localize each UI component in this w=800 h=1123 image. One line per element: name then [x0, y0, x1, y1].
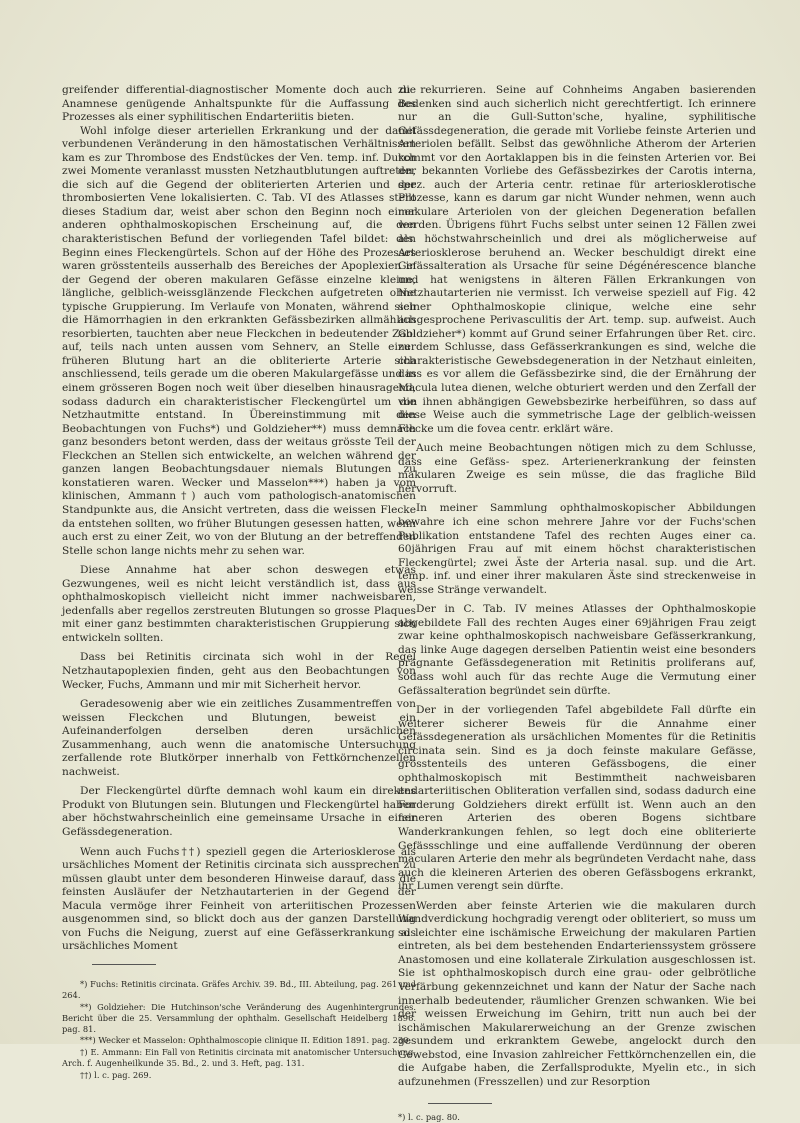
right-text-column — [398, 84, 756, 1123]
footnote-divider — [92, 964, 156, 965]
footnote: *) Fuchs: Retinitis circinata. Gräfes Archiv. 39. Bd., III. Abteilung, pag. 261 und 264. — [62, 978, 416, 1000]
paragraph: Der in C. Tab. IV meines Atlasses der Ophthalmoskopie abgebildete Fall des rechten Auges einer 69jährigen Frau zeigt zwar keine ophthalmoskopisch nachweisbare Gefässerkrankung, das linke Auge dagegen derselben Patientin weist eine besonders prägnante Gefässdegeneration mit Retinitis proliferans auf, sodass wohl auch für das rechte Auge die Vermutung einer Gefässalteration begründet sein dürfte. — [398, 603, 756, 697]
paragraph: Wohl infolge dieser arteriellen Erkrankung und der damit verbundenen Veränderung in den hämostatischen Verhältnissen kam es zur Thrombose des Endstückes der Ven. temp. inf. Durch zwei Momente veranlasst mussten Netzhautblutungen auftreten, die sich auf die Gegend der obliterierten Arterien und der thrombosierten Vene lokalisierten. C. Tab. VI des Atlasses stellt dieses Stadium dar, weist aber schon den Beginn noch einer anderen ophthalmoskopischen Erscheinung auf, die den charakteristischen Befund der vorliegenden Tafel bildet: den Beginn eines Fleckengürtels. Schon auf der Höhe des Prozesses waren grösstenteils ausserhalb des Bereiches der Apoplexien in der Gegend der oberen makularen Gefässe einzelne kleine, längliche, gelblich-weissglänzende Fleckchen aufgetreten ohne typische Gruppierung. Im Verlaufe von Monaten, während sich die Hämorrhagien in den erkrankten Gefässbezirken allmählich resorbierten, tauchten aber neue Fleckchen in bedeutender Zahl auf, teils nach unten aussen vom Sehnerv, an Stelle einer früheren Blutung hart an die obliterierte Arterie sich anschliessend, teils gerade um die oberen Makulargefässe und in einem grösseren Bogen noch weit über dieselben hinausragend, sodass dadurch ein charakteristischer Fleckengürtel um die Netzhautmitte entstand. In Übereinstimmung mit den Beobachtungen von Fuchs*) und Goldzieher**) muss demnach ganz besonders betont werden, dass der weitaus grösste Teil der Fleckchen an Stellen sich entwickelte, an welchen während der ganzen langen Beobachtungsdauer niemals Blutungen zu konstatieren waren. Wecker und Masselon***) haben ja vom klinischen, Ammann†) auch vom pathologisch-anatomischen Standpunkte aus, die Ansicht vertreten, dass die weissen Flecke da entstehen sollten, wo früher Blutungen gesessen hatten, wenn auch erst zu einer Zeit, wo von der Blutung an der betreffenden Stelle schon lange nichts mehr zu sehen war. — [62, 124, 416, 557]
paragraph: In meiner Sammlung ophthalmoskopischer Abbildungen bewahre ich eine schon mehrere Jahre vor der Fuchs'schen Publikation entstandene Tafel des rechten Auges einer ca. 60jährigen Frau auf mit einem höchst charakteristischen Fleckengürtel; zwei Äste der Arteria nasal. sup. und die Art. temp. inf. und einer ihrer makularen Äste sind streckenweise in weisse Stränge verwandelt. — [398, 502, 756, 596]
paragraph: zu rekurrieren. Seine auf Cohnheims Angaben basierenden Bedenken sind auch sicherlich nicht gerechtfertigt. Ich erinnere nur an die Gull-Sutton'sche, hyaline, syphilitische Gefässdegeneration, die gerade mit Vorliebe feinste Arterien und Arteriolen befällt. Selbst das gewöhnliche Atherom der Arterien kommt vor den Aortaklappen bis in die feinsten Arterien vor. Bei der bekannten Vorliebe des Gefässbezirkes der Carotis interna, spez. auch der Arteria centr. retinae für arteriosklerotische Prozesse, kann es darum gar nicht Wunder nehmen, wenn auch makulare Arteriolen von der gleichen Degeneration befallen werden. Übrigens führt Fuchs selbst unter seinen 12 Fällen zwei als höchstwahrscheinlich und drei als möglicherweise auf Arteriosklerose beruhend an. Wecker beschuldigt direkt eine Gefässalteration als Ursache für seine Dégénérescence blanche und hat wenigstens in älteren Fällen Erkrankungen von Netzhautarterien nie vermisst. Ich verweise speziell auf Fig. 42 seiner Ophthalmoskopie clinique, welche eine sehr ausgesprochene Perivasculitis der Art. temp. sup. aufweist. Auch Goldzieher*) kommt auf Grund seiner Erfahrungen über Ret. circ. zu dem Schlusse, dass Gefässerkrankungen es sind, welche die charakteristische Gewebsdegeneration in der Netzhaut einleiten, dass es vor allem die Gefässbezirke sind, die der Ernährung der Macula lutea dienen, welche obturiert werden und den Zerfall der von ihnen abhängigen Gewebsbezirke herbeiführen, so dass auf diese Weise auch die symmetrische Lage der gelblich-weissen Flecke um die fovea centr. erklärt wäre. — [398, 84, 756, 435]
footnote: ††) l. c. pag. 269. — [80, 1070, 152, 1081]
footnote: †) E. Ammann: Ein Fall von Retinitis circinata mit anatomischer Untersuchung. Arch. f. Augenheilkunde 35. Bd., 2. und 3. Heft, pag. 131. — [62, 1047, 416, 1069]
left-text-column — [62, 84, 416, 1082]
paragraph: Dass bei Retinitis circinata sich wohl in der Regel Netzhautapoplexien finden, geht aus den Beobachtungen von Wecker, Fuchs, Ammann und mir mit Sicherheit hervor. — [62, 651, 416, 691]
paragraph: greifender differential-diagnostischer Momente doch auch die Anamnese genügende Anhaltspunkte für die Auffassung des Prozesses als einer syphilitischen Endarteriitis bieten. — [62, 84, 416, 124]
paragraph: Wenn auch Fuchs††) speziell gegen die Arteriosklerose als ursächliches Moment der Retinitis circinata sich aussprechen zu müssen glaubt unter dem besonderen Hinweise darauf, dass die feinsten Ausläufer der Netzhautarterien in der Gegend der Macula vermöge ihrer Feinheit von arteriitischen Prozessen ausgenommen sind, so blickt doch aus der ganzen Darstellung von Fuchs die Neigung, zuerst auf eine Gefässerkrankung als ursächliches Moment — [62, 845, 416, 953]
paragraph: Werden aber feinste Arterien wie die makularen durch Wandverdickung hochgradig verengt oder obliteriert, so muss um so leichter eine ischämische Erweichung der makularen Partien eintreten, als bei dem bestehenden Endarterienssystem grössere Anastomosen und eine kollaterale Zirkulation ausgeschlossen ist. Sie ist ophthalmoskopisch durch eine grau- oder gelbrötliche Verfärbung gekennzeichnet und kann der Natur der Sache nach innerhalb bedeutender, räumlicher Grenzen schwanken. Wie bei der weissen Erweichung im Gehirn, tritt nun auch bei der ischämischen Makularerweichung an der Grenze zwischen gesundem und erkranktem Gewebe, angelockt durch den Gewebstod, eine Invasion zahlreicher Fettkörnchenzellen ein, die die Aufgabe haben, die Zerfallsprodukte, Myelin etc., in sich aufzunehmen (Fresszellen) und zur Resorption — [398, 899, 756, 1088]
paragraph: Geradesowenig aber wie ein zeitliches Zusammentreffen von weissen Fleckchen und Blutungen, beweist ein Aufeinanderfolgen derselben deren ursächlichen Zusammenhang, auch wenn die anatomische Untersuchung zerfallende rote Blutkörper innerhalb von Fettkörnchenzellen nachweist. — [62, 698, 416, 778]
footnotes — [62, 979, 416, 1081]
footnote: ***) Wecker et Masselon: Ophthalmoscopie clinique II. Edition 1891. pag. 230. — [80, 1035, 412, 1046]
footnote-divider — [428, 1103, 492, 1104]
footnote: **) Goldzieher: Die Hutchinson'sche Veränderung des Augenhintergrundes. Bericht über die 25. Versammlung der ophthalm. Gesellschaft Heidelberg 1896. pag. 81. — [62, 1001, 416, 1034]
footnote: *) l. c. pag. 80. — [398, 1112, 460, 1123]
paragraph: Der in der vorliegenden Tafel abgebildete Fall dürfte ein weiterer sicherer Beweis für die Annahme einer Gefässdegeneration als ursächlichen Momentes für die Retinitis circinata sein. Sind es ja doch feinste makulare Gefässe, grösstenteils des unteren Gefässbogens, die einer ophthalmoskopisch mit Bestimmtheit nachweisbaren endarteriitischen Obliteration verfallen sind, sodass dadurch eine Forderung Goldziehers direkt erfüllt ist. Wenn auch an den feineren Arterien des oberen Bogens sichtbare Wanderkrankungen fehlen, so legt doch eine obliterierte Gefässschlinge und eine auffallende Verdünnung der oberen macularen Arterie den mehr als begründeten Verdacht nahe, dass auch die kleineren Arterien des oberen Gefässbogens erkrankt, ihr Lumen verengt sein dürfte. — [398, 704, 756, 893]
paragraph: Der Fleckengürtel dürfte demnach wohl kaum ein direktes Produkt von Blutungen sein. Blutungen und Fleckengürtel haben aber höchstwahrscheinlich eine gemeinsame Ursache in einer Gefässdegeneration. — [62, 785, 416, 838]
paragraph: Auch meine Beobachtungen nötigen mich zu dem Schlusse, dass eine Gefäss- spez. Arterienerkrankung der feinsten makularen Zweige es sein müsse, die das fragliche Bild hervorruft. — [398, 442, 756, 495]
paragraph: Diese Annahme hat aber schon deswegen etwas Gezwungenes, weil es nicht leicht verständlich ist, dass aus ophthalmoskopisch vielleicht nicht immer nachweisbaren, jedenfalls aber regellos zerstreuten Blutungen so grosse Plaques mit einer ganz bestimmten charakteristischen Gruppierung sich entwickeln sollten. — [62, 564, 416, 644]
